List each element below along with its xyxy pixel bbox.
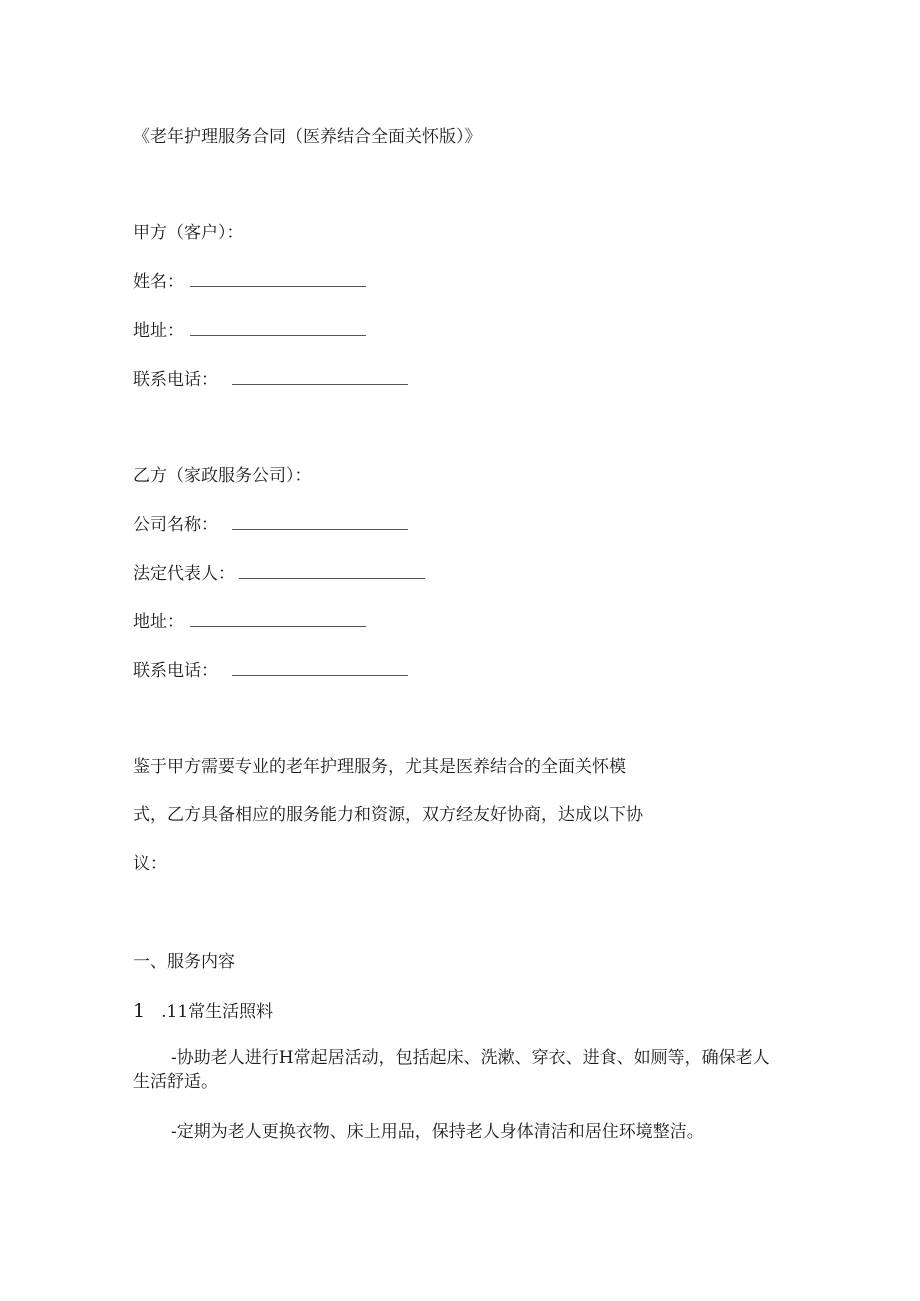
party-b-heading: 乙方（家政服务公司）：	[133, 466, 312, 486]
preamble-line-3: 议：	[133, 854, 167, 874]
preamble-line-2: 式，乙方具备相应的服务能力和资源，双方经友好协商，达成以下协	[133, 805, 643, 825]
party-b-address-blank[interactable]	[190, 610, 366, 627]
party-a-name-blank[interactable]	[190, 270, 366, 287]
party-b-company-row	[133, 513, 408, 536]
party-a-name-row	[133, 270, 366, 293]
party-b-company-label: 公司名称：	[133, 515, 218, 535]
care-item-2: -定期为老人更换衣物、床上用品，保持老人身体清洁和居住环境整洁。	[171, 1122, 704, 1142]
party-b-phone-label: 联系电话：	[133, 661, 218, 681]
party-b-company-blank[interactable]	[232, 513, 408, 530]
party-b-phone-row	[133, 659, 408, 682]
party-a-phone-blank[interactable]	[232, 368, 408, 385]
party-b-legal-rep-blank[interactable]	[239, 562, 425, 579]
party-b-legal-rep-row	[133, 562, 425, 585]
party-a-name-label: 姓名：	[133, 272, 184, 292]
party-b-phone-blank[interactable]	[232, 659, 408, 676]
party-a-address-blank[interactable]	[190, 319, 366, 336]
party-a-phone-label: 联系电话：	[133, 370, 218, 390]
care-item-1: -协助老人进行H常起居活动，包括起床、洗漱、穿衣、进食、如厕等，确保老人生活舒适。	[133, 1048, 770, 1092]
party-a-heading: 甲方（客户）：	[133, 223, 244, 243]
section-1-heading: 一、服务内容	[133, 952, 235, 972]
subsection-1-1-heading	[133, 1000, 273, 1023]
preamble-line-1: 鉴于甲方需要专业的老年护理服务，尤其是医养结合的全面关怀模	[133, 757, 626, 777]
party-a-phone-row	[133, 368, 408, 391]
contract-title: 《老年护理服务合同（医养结合全面关怀版）》	[133, 127, 482, 147]
party-b-address-row	[133, 610, 366, 633]
party-b-address-label: 地址：	[133, 612, 184, 632]
party-b-legal-rep-label: 法定代表人：	[133, 564, 235, 584]
subsection-number: 1	[133, 1000, 146, 1022]
subsection-title: .11常生活照料	[161, 1002, 274, 1022]
party-a-address-label: 地址：	[133, 321, 184, 341]
party-a-address-row	[133, 319, 366, 342]
